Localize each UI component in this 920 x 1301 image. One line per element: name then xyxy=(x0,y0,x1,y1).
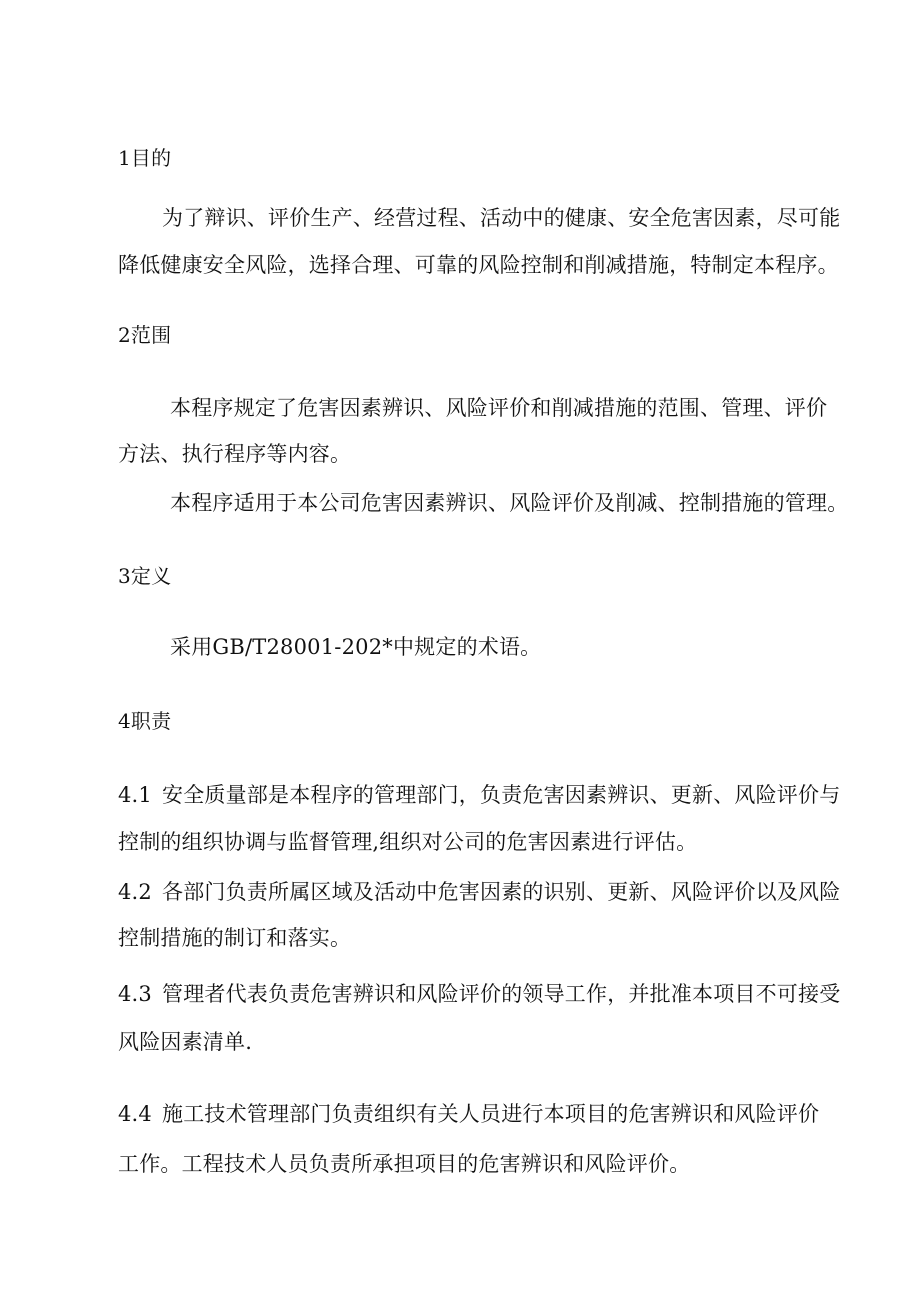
responsibility-item-4-3-line2: 风险因素清单. xyxy=(118,1030,253,1054)
section-heading-responsibilities: 4职责 xyxy=(118,709,172,733)
item-text: 安全质量部是本程序的管理部门，负责危害因素辨识、更新、风险评价与 xyxy=(162,783,841,807)
section-heading-purpose: 1目的 xyxy=(118,146,172,170)
responsibility-item-4-4-line2: 工作。工程技术人员负责所承担项目的危害辨识和风险评价。 xyxy=(118,1152,691,1176)
responsibility-item-4-2-line2: 控制措施的制订和落实。 xyxy=(118,926,352,950)
scope-paragraph2: 本程序适用于本公司危害因素辨识、风险评价及削减、控制措施的管理。 xyxy=(170,491,849,515)
responsibility-item-4-1-line1 xyxy=(118,780,840,810)
item-text: 各部门负责所属区域及活动中危害因素的识别、更新、风险评价以及风险 xyxy=(162,880,841,904)
purpose-paragraph-line2: 降低健康安全风险，选择合理、可靠的风险控制和削减措施，特制定本程序。 xyxy=(118,253,839,277)
item-text: 施工技术管理部门负责组织有关人员进行本项目的危害辨识和风险评价 xyxy=(162,1102,820,1126)
responsibility-item-4-2-line1 xyxy=(118,877,840,907)
definitions-paragraph: 采用GB/T28001-202*中规定的术语。 xyxy=(170,635,542,659)
responsibility-item-4-3-line1 xyxy=(118,979,840,1009)
item-number: 4.1 xyxy=(118,783,152,807)
responsibility-item-4-4-line1 xyxy=(118,1099,819,1129)
scope-paragraph1-line2: 方法、执行程序等内容。 xyxy=(118,442,352,466)
purpose-paragraph-line1: 为了辩识、评价生产、经营过程、活动中的健康、安全危害因素，尽可能 xyxy=(162,206,841,230)
responsibility-item-4-1-line2: 控制的组织协调与监督管理,组织对公司的危害因素进行评估。 xyxy=(118,830,698,854)
item-text: 管理者代表负责危害辨识和风险评价的领导工作，并批准本项目不可接受 xyxy=(162,982,841,1006)
section-heading-scope: 2范围 xyxy=(118,323,172,347)
scope-paragraph1-line1: 本程序规定了危害因素辨识、风险评价和削减措施的范围、管理、评价 xyxy=(170,396,828,420)
section-heading-definitions: 3定义 xyxy=(118,564,172,588)
item-number: 4.2 xyxy=(118,880,152,904)
item-number: 4.3 xyxy=(118,982,152,1006)
item-number: 4.4 xyxy=(118,1102,152,1126)
